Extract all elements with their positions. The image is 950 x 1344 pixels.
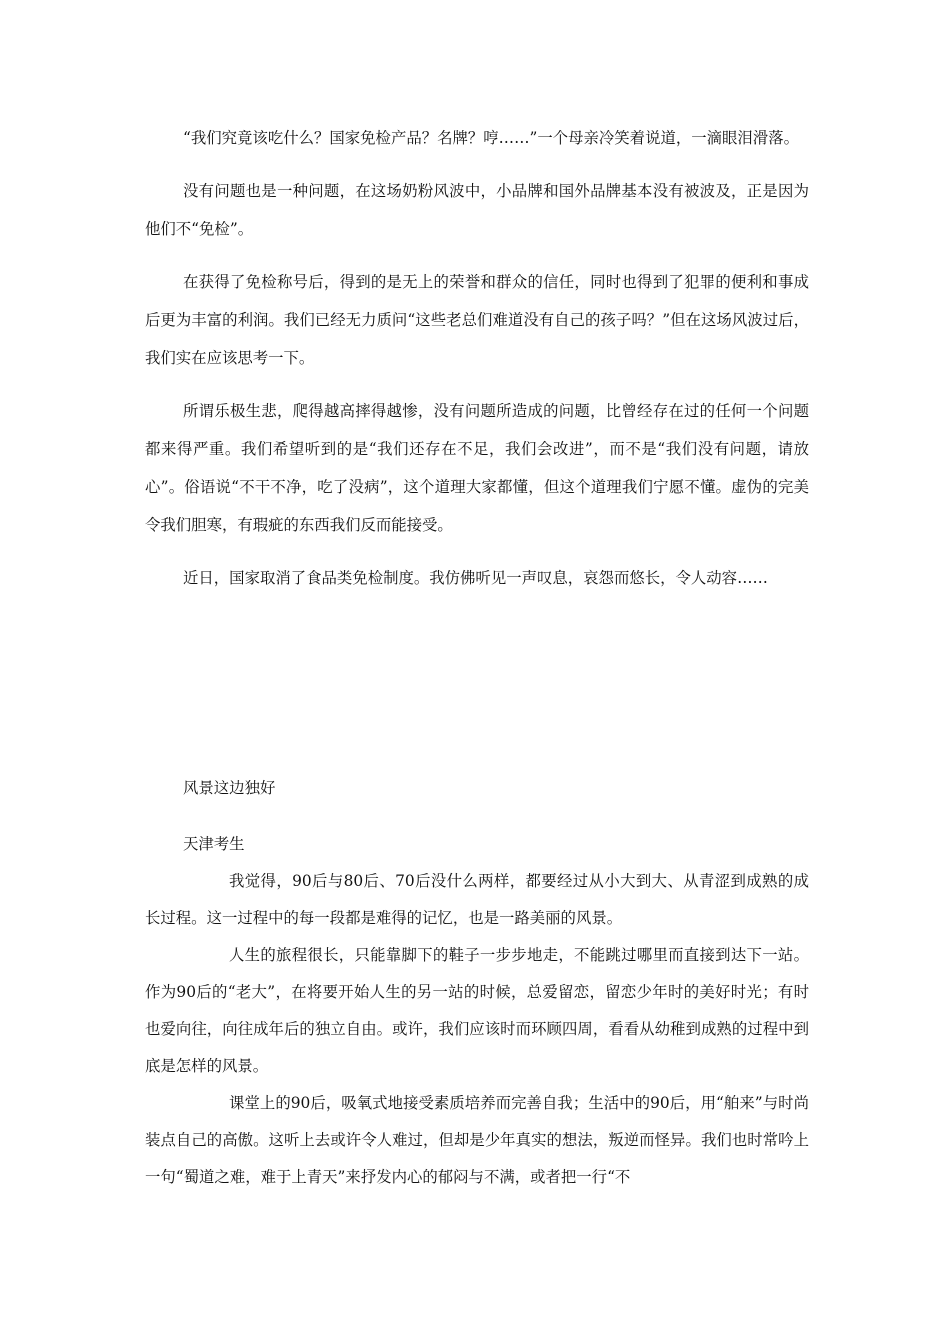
paragraph-5: 近日，国家取消了食品类免检制度。我仿佛听见一声叹息，哀怨而悠长，令人动容…… — [183, 569, 768, 587]
essay-author: 天津考生 — [183, 835, 245, 853]
essay-section-2 — [145, 769, 809, 1196]
paragraph-8: 课堂上的90后，吸氧式地接受素质培养而完善自我；生活中的90后，用“舶来”与时尚装点自己的高傲。这听上去或许令人难过，但却是少年真实的想法，叛逆而怪异。我们也时常吟上一句“蜀道之难，难于上青天”来抒发内心的郁闷与不满，或者把一行“不 — [145, 1094, 809, 1186]
essay-title: 风景这边独好 — [183, 779, 276, 797]
paragraph-1: “我们究竟该吃什么？国家免检产品？名牌？哼……”一个母亲冷笑着说道，一滴眼泪滑落。 — [183, 129, 799, 147]
paragraph-4: 所谓乐极生悲，爬得越高摔得越惨，没有问题所造成的问题，比曾经存在过的任何一个问题都来得严重。我们希望听到的是“我们还存在不足，我们会改进”，而不是“我们没有问题，请放心”。俗语说“不干不净，吃了没病”，这个道理大家都懂，但这个道理我们宁愿不懂。虚伪的完美令我们胆寒，有瑕疵的东西我们反而能接受。 — [145, 402, 809, 534]
paragraph-2: 没有问题也是一种问题，在这场奶粉风波中，小品牌和国外品牌基本没有被波及，正是因为他们不“免检”。 — [145, 182, 809, 238]
essay-section-1 — [145, 119, 809, 597]
paragraph-7: 人生的旅程很长，只能靠脚下的鞋子一步步地走，不能跳过哪里而直接到达下一站。作为90后的“老大”，在将要开始人生的另一站的时候，总爱留恋，留恋少年时的美好时光；有时也爱向往，向往成年后的独立自由。或许，我们应该时而环顾四周，看看从幼稚到成熟的过程中到底是怎样的风景。 — [145, 946, 809, 1075]
paragraph-6: 我觉得，90后与80后、70后没什么两样，都要经过从小大到大、从青涩到成熟的成长过程。这一过程中的每一段都是难得的记忆，也是一路美丽的风景。 — [145, 872, 809, 927]
paragraph-3: 在获得了免检称号后，得到的是无上的荣誉和群众的信任，同时也得到了犯罪的便利和事成后更为丰富的利润。我们已经无力质问“这些老总们难道没有自己的孩子吗？”但在这场风波过后，我们实在应该思考一下。 — [145, 273, 809, 367]
